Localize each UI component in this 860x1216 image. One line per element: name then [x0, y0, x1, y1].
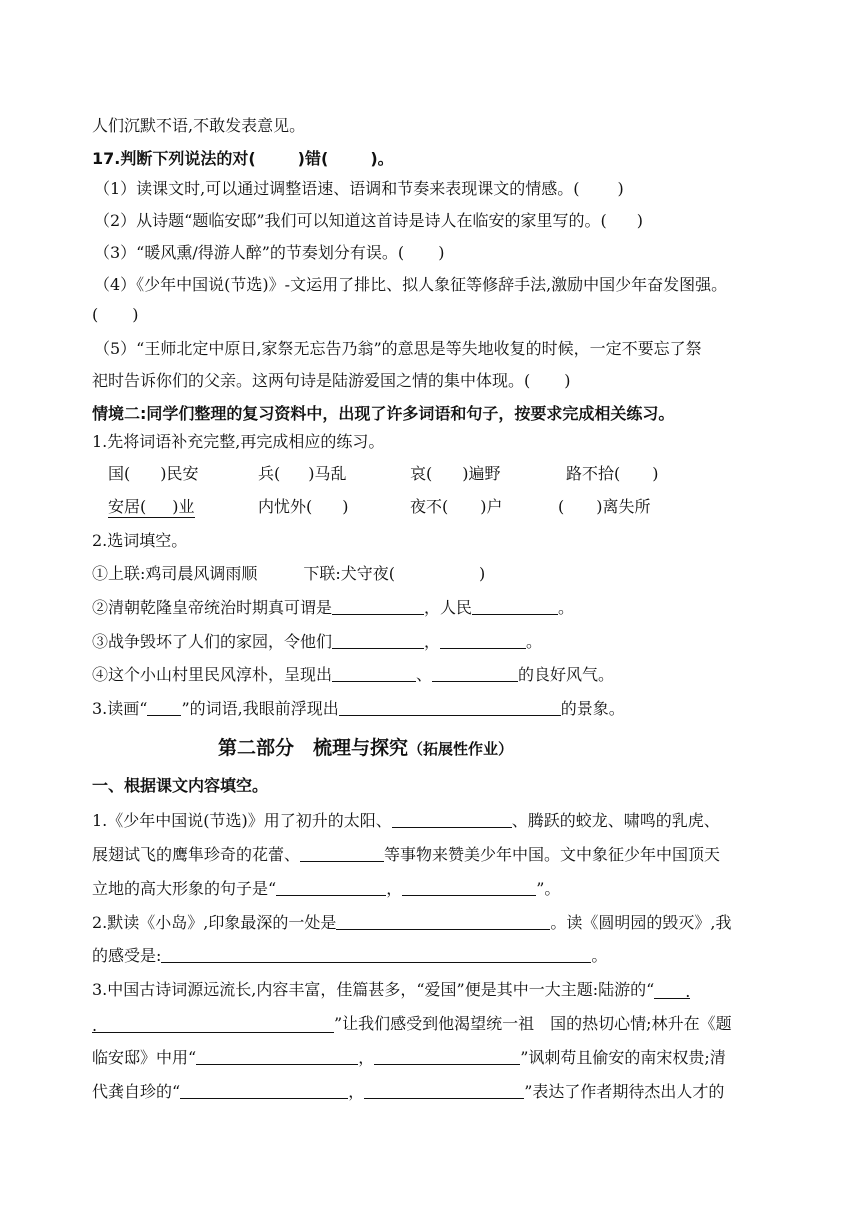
idiom-blank: 哀( )遍野: [410, 464, 501, 483]
judgement-item-4: （4）《少年中国说(节选)》-文运用了排比、拟人象征等修辞手法,激励中国少年奋发图强。: [94, 275, 728, 294]
judgement-item-1: （1）读课文时,可以通过调整语速、语调和节奏来表现课文的情感。( ): [94, 179, 624, 198]
judgement-item-4-cont: ( ): [92, 305, 139, 324]
fill-blank-line: 代龚自珍的“ ， ”表达了作者期待杰出人才的: [92, 1082, 725, 1101]
text-line: 人们沉默不语,不敢发表意见。: [92, 116, 306, 135]
exercise-1-prompt: 1.先将词语补充完整,再完成相应的练习。: [92, 432, 385, 451]
fill-blank-line: 的感受是: 。: [92, 946, 608, 965]
exercise-3-line: 3.读画“ ”的词语,我眼前浮现出 的景象。: [92, 699, 625, 718]
fill-blank-line: . ”让我们感受到他渴望统一祖 国的热切心情;林升在《题: [92, 1014, 732, 1035]
fill-blank-line: ④这个小山村里民风淳朴，呈现出 、 的良好风气。: [92, 665, 615, 684]
judgement-item-3: （3）“暖风熏/得游人醉”的节奏划分有误。( ): [94, 243, 445, 262]
fill-blank-line: ③战争毁坏了人们的家园，令他们 ， 。: [92, 632, 543, 651]
part-2-title: 第二部分 梳理与探究（拓展性作业）: [218, 737, 514, 759]
idiom-blank-underlined: 安居( )业: [108, 497, 195, 516]
fill-blank-line: 1.《少年中国说(节选)》用了初升的太阳、 、腾跃的蛟龙、啸鸣的乳虎、: [92, 811, 720, 830]
fill-blank-line: 立地的高大形象的句子是“ ， ”。: [92, 879, 561, 898]
question-17-heading: 17.判断下列说法的对( )错( )。: [92, 149, 394, 168]
idiom-blank: 路不拾( ): [566, 464, 659, 483]
idiom-blank: 国( )民安: [108, 464, 199, 483]
idiom-blank: 夜不( )户: [410, 497, 503, 516]
judgement-item-5-cont: 祀时告诉你们的父亲。这两句诗是陆游爱国之情的集中体现。( ): [92, 371, 571, 390]
fill-blank-line: 临安邸》中用“ ， ”讽刺苟且偷安的南宋权贵;清: [92, 1048, 726, 1067]
scenario-2-heading: 情境二:同学们整理的复习资料中，出现了许多词语和句子，按要求完成相关练习。: [92, 404, 675, 423]
fill-blank-line: 2.默读《小岛》,印象最深的一处是 。读《圆明园的毁灭》,我: [92, 913, 732, 932]
couplet-line: ①上联:鸡司晨风调雨顺 下联:犬守夜( ): [92, 564, 486, 583]
fill-blank-line: ②清朝乾隆皇帝统治时期真可谓是 ，人民 。: [92, 598, 575, 617]
exercise-2-prompt: 2.选词填空。: [92, 531, 188, 550]
idiom-blank: 内忧外( ): [258, 497, 349, 516]
fill-blank-line: 3.中国古诗词源远流长,内容丰富，佳篇甚多，“爱国”便是其中一大主题:陆游的“ .: [92, 980, 691, 1001]
section-1-heading: 一、根据课文内容填空。: [92, 776, 269, 795]
judgement-item-5: （5）“王师北定中原日,家祭无忘告乃翁”的意思是等失地收复的时候，一定不要忘了祭: [94, 339, 702, 358]
fill-blank-line: 展翅试飞的鹰隼珍奇的花蕾、 等事物来赞美少年中国。文中象征少年中国顶天: [92, 845, 721, 864]
idiom-blank: 兵( )马乱: [258, 464, 347, 483]
idiom-blank: ( )离失所: [558, 497, 651, 516]
judgement-item-2: （2）从诗题“题临安邸”我们可以知道这首诗是诗人在临安的家里写的。( ): [94, 211, 644, 230]
